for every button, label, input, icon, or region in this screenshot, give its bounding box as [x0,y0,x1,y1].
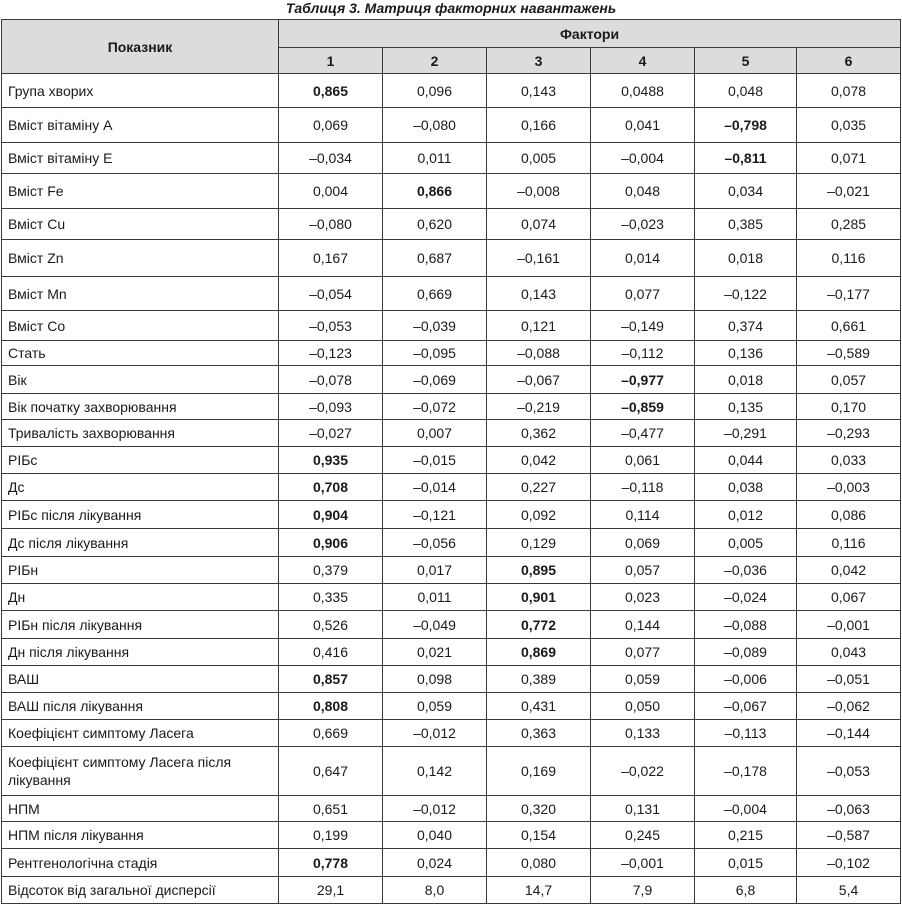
table-row [2,420,901,447]
header-factor-5: 5 [695,48,797,74]
cell-factor-5: 0,018 [695,366,797,394]
cell-factor-2: –0,012 [383,720,487,747]
cell-factor-4: 0,048 [591,174,695,209]
cell-factor-3: 0,154 [487,822,591,849]
table-row [2,108,901,143]
cell-factor-3: 0,169 [487,747,591,796]
header-factor-1: 1 [279,48,383,74]
table-row [2,311,901,341]
row-label: Дн після лікування [2,639,279,666]
cell-factor-3: 0,901 [487,584,591,611]
table-row [2,822,901,849]
cell-factor-5: –0,004 [695,796,797,822]
cell-factor-3: 0,362 [487,420,591,447]
header-factor-4: 4 [591,48,695,74]
cell-factor-5: 0,374 [695,311,797,341]
cell-factor-4: –0,118 [591,474,695,501]
cell-factor-2: 0,142 [383,747,487,796]
cell-factor-2: 0,024 [383,849,487,877]
cell-factor-6: –0,021 [797,174,901,209]
cell-factor-1: 0,416 [279,639,383,666]
cell-factor-1: –0,027 [279,420,383,447]
cell-factor-4: 0,023 [591,584,695,611]
row-label: ВАШ після лікування [2,693,279,720]
row-label: Вміст Mn [2,277,279,311]
cell-factor-1: 0,199 [279,822,383,849]
cell-factor-6: 0,067 [797,584,901,611]
table-row [2,693,901,720]
row-label: Група хворих [2,74,279,108]
cell-factor-1: 0,778 [279,849,383,877]
cell-factor-4: 0,069 [591,529,695,557]
row-label: ВАШ [2,666,279,693]
cell-factor-4: –0,022 [591,747,695,796]
cell-factor-1: 0,935 [279,447,383,474]
cell-factor-5: –0,089 [695,639,797,666]
cell-factor-6: 0,035 [797,108,901,143]
cell-factor-1: –0,078 [279,366,383,394]
cell-factor-3: 0,129 [487,529,591,557]
cell-factor-4: –0,477 [591,420,695,447]
cell-factor-2: 0,017 [383,557,487,584]
cell-factor-3: 0,166 [487,108,591,143]
cell-factor-6: –0,177 [797,277,901,311]
cell-factor-6: 0,285 [797,209,901,240]
cell-factor-3: 0,080 [487,849,591,877]
cell-factor-1: 0,857 [279,666,383,693]
cell-factor-2: –0,080 [383,108,487,143]
row-label: РІБс [2,447,279,474]
header-factors: Фактори [279,20,901,48]
table-row [2,174,901,209]
header-factor-2: 2 [383,48,487,74]
table-row [2,277,901,311]
cell-factor-6: 0,116 [797,240,901,277]
cell-factor-2: –0,049 [383,611,487,639]
cell-factor-6: –0,062 [797,693,901,720]
cell-factor-6: –0,003 [797,474,901,501]
cell-factor-5: 0,136 [695,341,797,366]
cell-factor-4: 0,144 [591,611,695,639]
cell-factor-5: 0,012 [695,501,797,529]
cell-factor-4: 0,041 [591,108,695,143]
cell-factor-3: –0,088 [487,341,591,366]
table-row [2,143,901,174]
cell-factor-6: 0,116 [797,529,901,557]
cell-factor-3: 0,772 [487,611,591,639]
cell-factor-2: 0,007 [383,420,487,447]
cell-factor-4: 0,131 [591,796,695,822]
cell-factor-6: –0,293 [797,420,901,447]
cell-factor-2: 0,059 [383,693,487,720]
cell-factor-4: –0,004 [591,143,695,174]
cell-factor-5: –0,811 [695,143,797,174]
cell-factor-3: 0,074 [487,209,591,240]
cell-factor-4: 0,133 [591,720,695,747]
cell-factor-5: 0,135 [695,394,797,420]
cell-factor-6: –0,053 [797,747,901,796]
cell-factor-2: –0,056 [383,529,487,557]
cell-factor-1: 0,904 [279,501,383,529]
cell-factor-5: 0,034 [695,174,797,209]
cell-factor-1: –0,054 [279,277,383,311]
table-body [2,74,901,904]
cell-factor-3: 0,005 [487,143,591,174]
cell-factor-1: –0,034 [279,143,383,174]
cell-factor-1: –0,080 [279,209,383,240]
cell-factor-1: 0,651 [279,796,383,822]
cell-factor-6: –0,063 [797,796,901,822]
cell-factor-4: 0,059 [591,666,695,693]
cell-factor-2: 0,669 [383,277,487,311]
cell-factor-1: 0,379 [279,557,383,584]
factor-loadings-table [1,19,901,904]
table-row [2,209,901,240]
cell-factor-1: –0,053 [279,311,383,341]
row-label: Вміст Zn [2,240,279,277]
cell-factor-2: –0,015 [383,447,487,474]
cell-factor-4: –0,977 [591,366,695,394]
table-caption: Таблиця 3. Матриця факторних навантажень [285,0,617,16]
cell-factor-6: 0,043 [797,639,901,666]
cell-factor-1: –0,123 [279,341,383,366]
table-row [2,639,901,666]
row-label: Вік початку захворювання [2,394,279,420]
cell-factor-3: –0,008 [487,174,591,209]
cell-factor-1: 0,526 [279,611,383,639]
cell-factor-2: –0,069 [383,366,487,394]
cell-factor-6: –0,144 [797,720,901,747]
cell-factor-4: –0,023 [591,209,695,240]
cell-factor-6: 0,071 [797,143,901,174]
cell-factor-2: 0,866 [383,174,487,209]
cell-factor-6: –0,589 [797,341,901,366]
table-row [2,796,901,822]
cell-factor-4: 0,245 [591,822,695,849]
cell-factor-4: –0,149 [591,311,695,341]
cell-factor-1: 0,808 [279,693,383,720]
table-row [2,74,901,108]
cell-factor-3: 0,389 [487,666,591,693]
cell-factor-5: 0,005 [695,529,797,557]
table-row [2,557,901,584]
cell-factor-6: –0,587 [797,822,901,849]
cell-factor-1: 0,069 [279,108,383,143]
table-row [2,877,901,904]
row-label: РІБн [2,557,279,584]
cell-factor-5: –0,798 [695,108,797,143]
header-indicator: Показник [2,20,279,74]
cell-factor-1: –0,093 [279,394,383,420]
cell-factor-4: 0,014 [591,240,695,277]
cell-factor-5: –0,088 [695,611,797,639]
cell-factor-6: 0,042 [797,557,901,584]
cell-factor-4: 0,077 [591,277,695,311]
cell-factor-2: –0,121 [383,501,487,529]
cell-factor-5: –0,024 [695,584,797,611]
cell-factor-3: 0,320 [487,796,591,822]
table-row [2,240,901,277]
cell-factor-6: –0,102 [797,849,901,877]
table-row [2,666,901,693]
row-label: Дс [2,474,279,501]
table-row [2,341,901,366]
cell-factor-5: –0,036 [695,557,797,584]
table-row [2,529,901,557]
cell-factor-2: 0,011 [383,584,487,611]
cell-factor-6: 0,033 [797,447,901,474]
cell-factor-6: 0,170 [797,394,901,420]
cell-factor-3: 0,092 [487,501,591,529]
table-row [2,501,901,529]
cell-factor-4: 0,114 [591,501,695,529]
table-row [2,611,901,639]
cell-factor-6: 0,057 [797,366,901,394]
cell-factor-5: 0,048 [695,74,797,108]
cell-factor-4: 7,9 [591,877,695,904]
cell-factor-6: –0,001 [797,611,901,639]
row-label: Дс після лікування [2,529,279,557]
cell-factor-2: 0,687 [383,240,487,277]
row-label: Вміст Cu [2,209,279,240]
cell-factor-3: 0,042 [487,447,591,474]
table-row [2,447,901,474]
cell-factor-1: 0,669 [279,720,383,747]
cell-factor-6: –0,051 [797,666,901,693]
cell-factor-5: 0,015 [695,849,797,877]
cell-factor-6: 5,4 [797,877,901,904]
cell-factor-4: 0,061 [591,447,695,474]
cell-factor-5: –0,006 [695,666,797,693]
cell-factor-1: 0,906 [279,529,383,557]
cell-factor-5: –0,291 [695,420,797,447]
cell-factor-5: –0,178 [695,747,797,796]
cell-factor-3: 0,227 [487,474,591,501]
row-label: Вміст Co [2,311,279,341]
cell-factor-5: –0,122 [695,277,797,311]
row-label: Коефіцієнт симптому Ласега після лікування [2,747,279,796]
cell-factor-5: 0,215 [695,822,797,849]
table-row [2,474,901,501]
row-label: РІБс після лікування [2,501,279,529]
cell-factor-2: 8,0 [383,877,487,904]
row-label: Відсоток від загальної дисперсії [2,877,279,904]
row-label: Вміст вітаміну А [2,108,279,143]
cell-factor-3: 0,895 [487,557,591,584]
cell-factor-4: –0,112 [591,341,695,366]
cell-factor-5: 0,044 [695,447,797,474]
row-label: НПМ після лікування [2,822,279,849]
cell-factor-5: –0,113 [695,720,797,747]
cell-factor-4: 0,077 [591,639,695,666]
row-label: Стать [2,341,279,366]
header-factor-6: 6 [797,48,901,74]
cell-factor-2: –0,039 [383,311,487,341]
cell-factor-3: 14,7 [487,877,591,904]
cell-factor-4: 0,050 [591,693,695,720]
cell-factor-4: 0,057 [591,557,695,584]
cell-factor-5: 0,038 [695,474,797,501]
cell-factor-5: 0,018 [695,240,797,277]
cell-factor-2: –0,014 [383,474,487,501]
cell-factor-2: 0,620 [383,209,487,240]
cell-factor-3: –0,067 [487,366,591,394]
cell-factor-6: 0,078 [797,74,901,108]
cell-factor-1: 0,335 [279,584,383,611]
cell-factor-1: 0,647 [279,747,383,796]
cell-factor-1: 0,004 [279,174,383,209]
cell-factor-2: 0,011 [383,143,487,174]
table-row [2,720,901,747]
table-row [2,366,901,394]
cell-factor-2: –0,012 [383,796,487,822]
table-row [2,584,901,611]
cell-factor-5: –0,067 [695,693,797,720]
cell-factor-2: 0,040 [383,822,487,849]
cell-factor-3: 0,869 [487,639,591,666]
row-label: Тривалість захворювання [2,420,279,447]
cell-factor-2: –0,095 [383,341,487,366]
cell-factor-4: –0,859 [591,394,695,420]
cell-factor-1: 0,865 [279,74,383,108]
row-label: РІБн після лікування [2,611,279,639]
cell-factor-3: 0,143 [487,277,591,311]
table-row [2,747,901,796]
row-label: НПМ [2,796,279,822]
cell-factor-5: 6,8 [695,877,797,904]
cell-factor-1: 0,708 [279,474,383,501]
cell-factor-2: 0,098 [383,666,487,693]
cell-factor-4: 0,0488 [591,74,695,108]
cell-factor-3: –0,219 [487,394,591,420]
cell-factor-6: 0,086 [797,501,901,529]
row-label: Вміст Fe [2,174,279,209]
header-factor-3: 3 [487,48,591,74]
cell-factor-3: 0,431 [487,693,591,720]
row-label: Дн [2,584,279,611]
table-row [2,394,901,420]
cell-factor-2: 0,096 [383,74,487,108]
row-label: Рентгенологічна стадія [2,849,279,877]
cell-factor-2: 0,021 [383,639,487,666]
cell-factor-3: 0,143 [487,74,591,108]
table-row [2,849,901,877]
row-label: Коефіцієнт симптому Ласега [2,720,279,747]
cell-factor-5: 0,385 [695,209,797,240]
cell-factor-1: 29,1 [279,877,383,904]
row-label: Вік [2,366,279,394]
row-label: Вміст вітаміну Е [2,143,279,174]
cell-factor-2: –0,072 [383,394,487,420]
cell-factor-6: 0,661 [797,311,901,341]
cell-factor-1: 0,167 [279,240,383,277]
cell-factor-3: 0,363 [487,720,591,747]
cell-factor-4: –0,001 [591,849,695,877]
cell-factor-3: 0,121 [487,311,591,341]
cell-factor-3: –0,161 [487,240,591,277]
